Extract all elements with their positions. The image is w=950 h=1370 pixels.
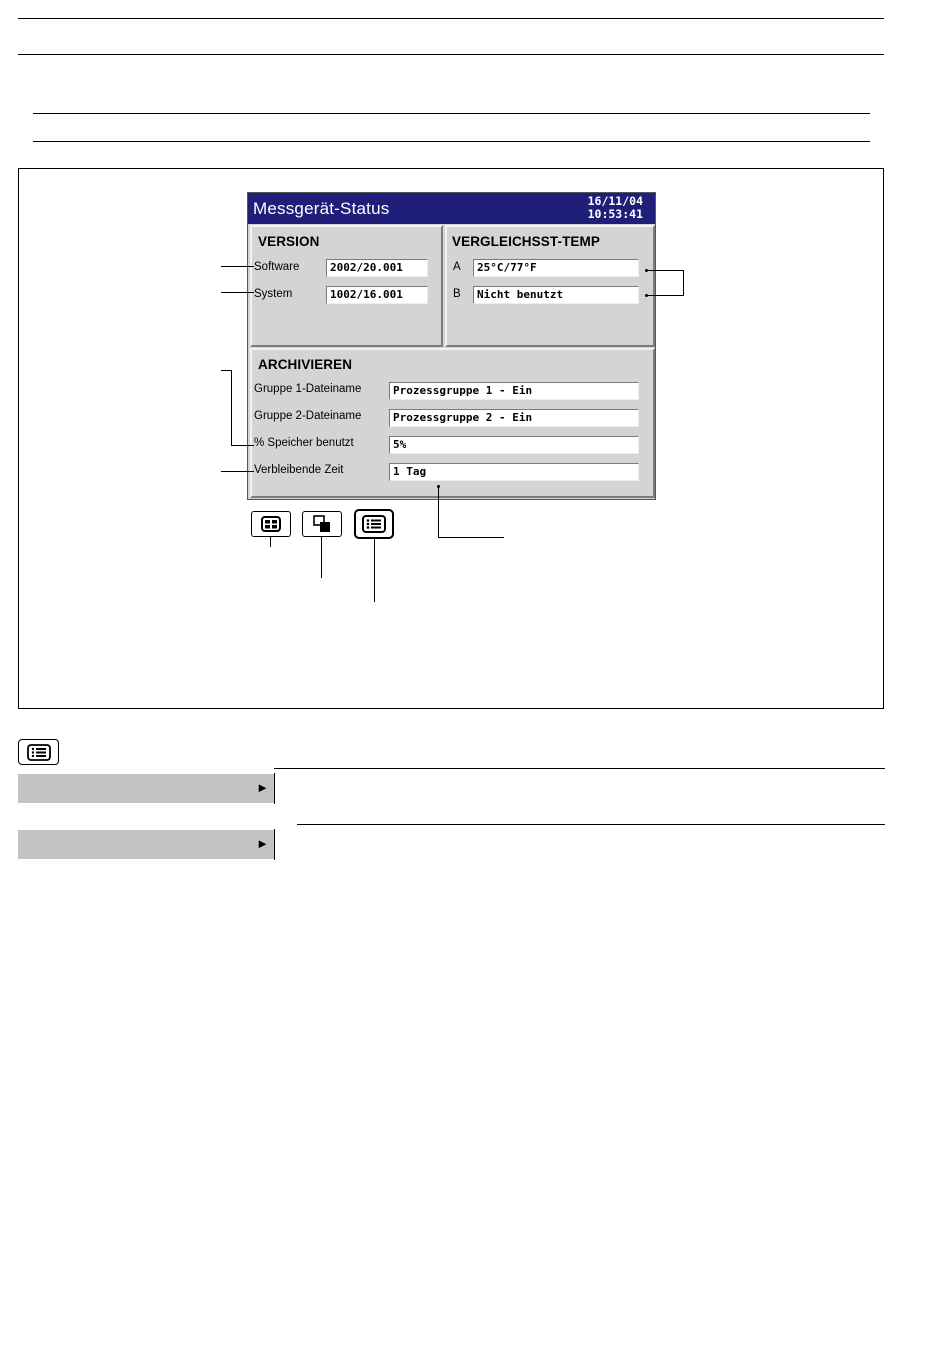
callout-line-archiv-bracket	[231, 370, 232, 446]
callout-line-archiv-values	[438, 537, 504, 538]
system-label: System	[254, 288, 293, 300]
grid-icon	[260, 516, 282, 532]
archivieren-panel	[250, 348, 655, 498]
callout-line-vergleich	[683, 270, 684, 296]
title-bar	[248, 193, 655, 224]
grid-view-button[interactable]	[251, 511, 291, 537]
callout-line-vergleich	[647, 295, 684, 296]
vergleichsstelle-panel	[445, 225, 655, 347]
channel-b-label: B	[453, 288, 461, 300]
list-menu-icon	[362, 515, 386, 533]
archiv-row-value: 1 Tag	[389, 463, 639, 481]
vergleich-heading: VERGLEICHSST-TEMP	[452, 234, 600, 249]
archiv-row-label: Verbleibende Zeit	[254, 464, 344, 476]
archiv-heading: ARCHIVIEREN	[258, 357, 353, 372]
callout-line-software	[221, 266, 254, 267]
section-rule-bottom	[33, 141, 870, 142]
archiv-row-label: % Speicher benutzt	[254, 437, 354, 449]
callout-line-softkey	[270, 537, 271, 547]
system-value: 1002/16.001	[326, 286, 428, 304]
date: 16/11/04	[587, 194, 643, 208]
menu-bar-divider	[274, 773, 275, 804]
channel-a-label: A	[453, 261, 461, 273]
version-heading: VERSION	[258, 234, 320, 249]
archiv-row-value: Prozessgruppe 1 - Ein	[389, 382, 639, 400]
callout-line-softkey	[321, 537, 322, 578]
window-view-button[interactable]	[302, 511, 342, 537]
channel-b-value: Nicht benutzt	[473, 286, 639, 304]
callout-line-softkey	[374, 539, 375, 602]
menu-rule	[297, 824, 885, 825]
archiv-row-value: Prozessgruppe 2 - Ein	[389, 409, 639, 427]
window-icon	[312, 515, 332, 533]
software-value: 2002/20.001	[326, 259, 428, 277]
menu-key[interactable]	[18, 739, 59, 765]
section-rule-top	[33, 113, 870, 114]
device-screen	[247, 192, 656, 500]
menu-bar[interactable]	[18, 774, 274, 803]
callout-line-archiv-values	[438, 487, 439, 538]
callout-line-system	[221, 292, 254, 293]
callout-dot	[437, 485, 440, 488]
callout-line-time	[221, 471, 254, 472]
version-panel	[250, 225, 443, 347]
datetime	[588, 195, 643, 221]
callout-dot	[645, 269, 648, 272]
header-rule-top	[18, 18, 884, 19]
list-menu-button[interactable]	[354, 509, 394, 539]
archiv-row-label: Gruppe 2-Dateiname	[254, 410, 362, 422]
arrow-right-icon: ►	[256, 836, 269, 851]
menu-rule	[274, 768, 885, 769]
callout-line-archiv-bracket	[231, 445, 254, 446]
menu-bar[interactable]	[18, 830, 274, 859]
screen-title: Messgerät-Status	[253, 199, 390, 218]
archiv-row-value: 5%	[389, 436, 639, 454]
header-rule-bottom	[18, 54, 884, 55]
time: 10:53:41	[587, 207, 643, 221]
menu-bar-divider	[274, 829, 275, 860]
channel-a-value: 25°C/77°F	[473, 259, 639, 277]
callout-dot	[645, 294, 648, 297]
list-menu-icon	[27, 744, 51, 761]
arrow-right-icon: ►	[256, 780, 269, 795]
archiv-row-label: Gruppe 1-Dateiname	[254, 383, 362, 395]
software-label: Software	[254, 261, 300, 273]
callout-line-vergleich	[647, 270, 684, 271]
